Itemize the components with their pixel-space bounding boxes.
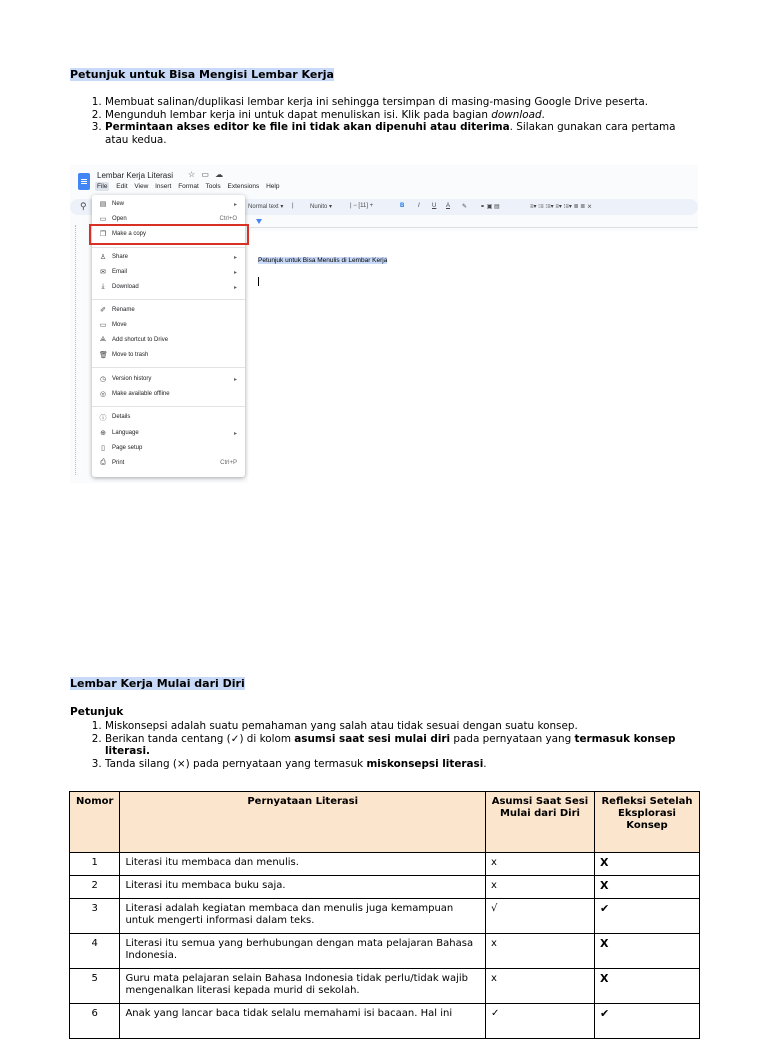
globe-icon: ⊕ — [100, 430, 106, 437]
list-item: 1. Membuat salinan/duplikasi lembar kerja ini sehingga tersimpan di masing-masing Google Drive peserta. — [105, 96, 700, 109]
cell-nomor: 1 — [70, 853, 120, 876]
ruler — [250, 219, 698, 228]
cell-pernyataan: Literasi itu semua yang berhubungan dengan mata pelajaran Bahasa Indonesia. — [120, 934, 485, 969]
highlight-icon: ✎ — [462, 204, 468, 210]
underline-icon: U — [432, 203, 437, 209]
menu-item-email: ✉ Email ▸ — [100, 269, 237, 276]
folder-icon: ▭ — [99, 216, 107, 223]
new-doc-icon: ▤ — [99, 201, 107, 208]
menu-extensions: Extensions — [227, 183, 260, 190]
cell-asumsi: x — [485, 934, 594, 969]
cell-asumsi: x — [485, 969, 594, 1004]
menu-item-make-a-copy: ❐ Make a copy — [99, 231, 147, 238]
menu-item-move: ▭ Move — [99, 322, 127, 329]
info-icon: ⓘ — [99, 415, 107, 422]
drive-shortcut-icon: ⟁ — [99, 336, 107, 343]
trash-icon: 🗑 — [99, 352, 108, 359]
link-icon: ⚭ ▣ ▤ — [480, 204, 500, 210]
cell-pernyataan: Guru mata pelajaran selain Bahasa Indonesia tidak perlu/tidak wajib mengenalkan literasi kepada murid di sekolah. — [120, 969, 485, 1004]
cell-refleksi: X — [594, 969, 699, 1004]
align-icon: ≡▾ ⁝≡ ⁝≡▾ ≡▾ ⁝≡▾ ≣ ≣ ⨯ — [530, 204, 593, 210]
menu-item-rename: ✐ Rename — [100, 307, 135, 314]
copy-icon: ❐ — [99, 231, 107, 238]
cell-nomor: 3 — [70, 899, 120, 934]
bold-icon: B — [400, 203, 405, 209]
cell-nomor: 5 — [70, 969, 120, 1004]
header-refleksi: Refleksi Setelah Eksplorasi Konsep — [594, 792, 699, 853]
page-text: Petunjuk untuk Bisa Menulis di Lembar Kerja — [258, 257, 388, 264]
menu-item-download: ⤓ Download ▸ — [92, 281, 245, 295]
menu-divider — [92, 247, 245, 248]
download-icon: ⤓ — [101, 283, 105, 290]
section1-list — [70, 96, 700, 146]
menu-divider — [92, 406, 245, 407]
cell-asumsi: ✓ — [485, 1004, 594, 1039]
menu-divider — [92, 367, 245, 368]
list-item: 1. Miskonsepsi adalah suatu pemahaman yang salah atau tidak sesuai dengan suatu konsep. — [105, 720, 705, 733]
offline-icon: ◎ — [99, 391, 107, 398]
table-row — [70, 899, 700, 934]
font-select: Nunito ▾ — [310, 204, 333, 210]
move-icon: ▭ — [99, 322, 107, 329]
section1-title: Petunjuk untuk Bisa Mengisi Lembar Kerja — [70, 68, 334, 81]
header-nomor: Nomor — [70, 792, 120, 853]
rename-icon: ✐ — [100, 307, 106, 314]
cell-refleksi: X — [594, 853, 699, 876]
menu-divider — [92, 299, 245, 300]
menu-item-add-shortcut: ⟁ Add shortcut to Drive — [99, 336, 169, 343]
menu-tools: Tools — [205, 183, 221, 190]
history-icon: ◷ — [99, 376, 107, 383]
menu-item-new: ▤ New ▸ — [99, 201, 237, 208]
docs-top-bar — [70, 165, 698, 199]
cell-refleksi: ✔ — [594, 1004, 699, 1039]
search-icon: ⚲ — [80, 201, 87, 211]
italic-icon: I — [418, 203, 420, 209]
cell-nomor: 2 — [70, 876, 120, 899]
star-icon: ☆ ▭ ☁ — [188, 170, 226, 179]
menu-insert: Insert — [155, 183, 172, 190]
menu-help: Help — [266, 183, 280, 190]
menu-item-share: ♙ Share ▸ — [99, 254, 237, 261]
table-row — [70, 934, 700, 969]
literacy-table — [69, 791, 700, 1039]
section2-list — [70, 720, 705, 770]
menu-view: View — [134, 183, 149, 190]
cell-asumsi: √ — [485, 899, 594, 934]
table-row — [70, 853, 700, 876]
list-item: 2. Mengunduh lembar kerja ini untuk dapat menuliskan isi. Klik pada bagian download. — [105, 109, 700, 122]
google-docs-screenshot — [70, 165, 698, 483]
vertical-ruler — [75, 225, 77, 475]
cell-refleksi: X — [594, 876, 699, 899]
text-color-icon: A — [446, 203, 451, 209]
print-icon: ⎙ — [100, 459, 106, 466]
cell-pernyataan: Literasi itu membaca dan menulis. — [120, 853, 485, 876]
toolbar-divider: | — [292, 203, 294, 209]
cell-nomor: 4 — [70, 934, 120, 969]
menu-item-language: ⊕ Language ▸ — [100, 430, 237, 437]
highlight-box — [89, 224, 249, 245]
cell-pernyataan: Literasi adalah kegiatan membaca dan menulis juga kemampuan untuk mengerti informasi dalam teks. — [120, 899, 485, 934]
menu-item-details: ⓘ Details — [99, 414, 131, 422]
table-header-row — [70, 792, 700, 853]
ruler-indent-marker — [256, 219, 262, 224]
style-select: Normal text ▾ — [248, 204, 284, 210]
cell-asumsi: x — [485, 876, 594, 899]
cell-refleksi: ✔ — [594, 899, 699, 934]
menu-edit: Edit — [116, 183, 128, 190]
email-icon: ✉ — [100, 269, 106, 276]
menu-file: File — [97, 183, 108, 190]
share-icon: ♙ — [99, 254, 107, 261]
list-item: 3. Tanda silang (×) pada pernyataan yang termasuk miskonsepsi literasi. — [105, 758, 705, 771]
menu-item-version-history: ◷ Version history ▸ — [99, 376, 237, 383]
menu-item-page-setup: ▯ Page setup — [92, 442, 245, 456]
cell-pernyataan: Literasi itu membaca buku saja. — [120, 876, 485, 899]
text-cursor — [258, 277, 259, 286]
doc-title: Lembar Kerja Literasi — [97, 171, 174, 180]
section2-title: Lembar Kerja Mulai dari Diri — [70, 677, 245, 690]
table-row — [70, 969, 700, 1004]
menu-item-trash: 🗑 Move to trash — [99, 352, 149, 359]
table-row — [70, 1004, 700, 1039]
menu-format: Format — [178, 183, 199, 190]
header-pernyataan: Pernyataan Literasi — [120, 792, 485, 853]
cell-nomor: 6 — [70, 1004, 120, 1039]
page-setup-icon: ▯ — [101, 445, 105, 452]
table-row — [70, 876, 700, 899]
cell-pernyataan: Anak yang lancar baca tidak selalu memahami isi bacaan. Hal ini — [120, 1004, 485, 1039]
instructions-heading: Petunjuk — [70, 706, 124, 718]
cell-refleksi: X — [594, 934, 699, 969]
font-size-control: | − [11] + — [350, 203, 374, 209]
list-item: 2. Berikan tanda centang (✓) di kolom asumsi saat sesi mulai diri pada pernyataan yang termasuk konsep literasi. — [105, 733, 705, 758]
cell-asumsi: x — [485, 853, 594, 876]
doc-page — [248, 231, 698, 483]
docs-menubar — [95, 183, 284, 190]
menu-item-open: ▭ Open Ctrl+O — [99, 216, 237, 223]
list-item: 3. Permintaan akses editor ke file ini tidak akan dipenuhi atau diterima. Silakan gunakan cara pertama atau kedua. — [105, 121, 700, 146]
google-docs-icon — [78, 173, 90, 190]
menu-item-offline: ◎ Make available offline — [99, 391, 170, 398]
menu-item-print: ⎙ Print Ctrl+P — [100, 459, 237, 466]
header-asumsi: Asumsi Saat Sesi Mulai dari Diri — [485, 792, 594, 853]
